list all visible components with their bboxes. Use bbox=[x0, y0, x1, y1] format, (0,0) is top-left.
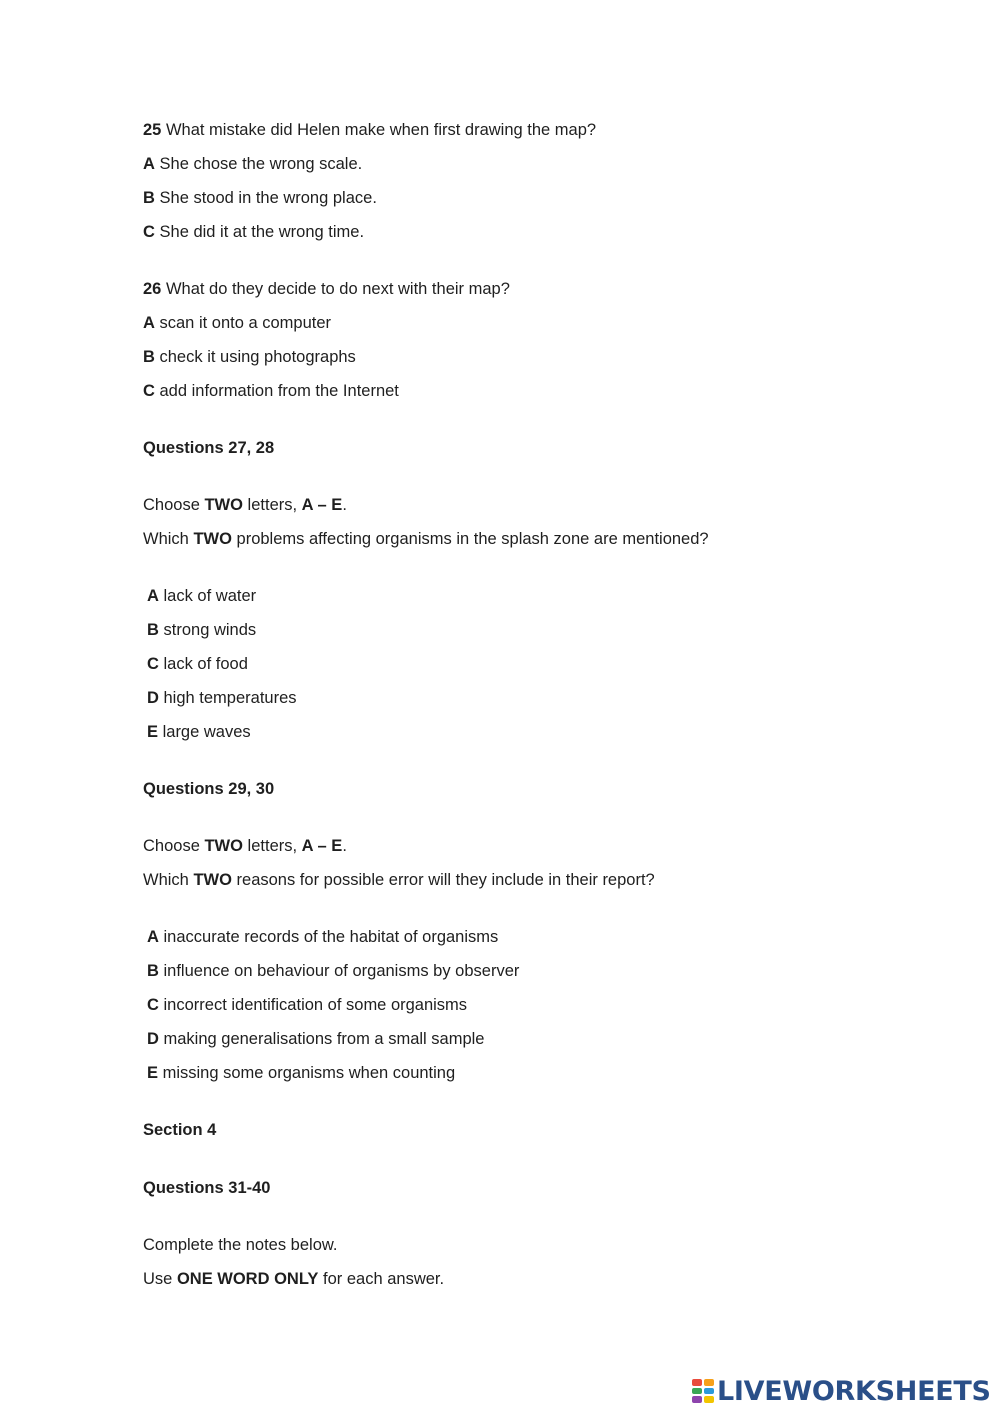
option-text: incorrect identification of some organisms bbox=[158, 996, 468, 1014]
text: for each answer. bbox=[318, 1270, 445, 1288]
text-bold: TWO bbox=[204, 837, 243, 855]
q27-28-choose-instruction bbox=[143, 495, 347, 515]
heading-text: Questions 27, 28 bbox=[143, 439, 275, 457]
q25-text: What mistake did Helen make when first drawing the map? bbox=[161, 121, 597, 139]
mark-square bbox=[704, 1379, 714, 1386]
option-text: lack of water bbox=[158, 587, 257, 605]
option-letter: A bbox=[143, 155, 155, 173]
q29-30-heading bbox=[143, 779, 274, 799]
option-text: lack of food bbox=[158, 655, 248, 673]
q29-30-option-e bbox=[147, 1063, 455, 1083]
text-bold: TWO bbox=[193, 871, 232, 889]
text-bold: TWO bbox=[193, 530, 232, 548]
option-letter: A bbox=[147, 587, 159, 605]
option-text: She did it at the wrong time. bbox=[154, 223, 365, 241]
q27-28-question bbox=[143, 529, 709, 549]
mark-square bbox=[692, 1388, 702, 1395]
option-text: inaccurate records of the habitat of organisms bbox=[158, 928, 499, 946]
option-text: strong winds bbox=[158, 621, 257, 639]
q27-28-option-c bbox=[147, 654, 248, 674]
text: Use bbox=[143, 1270, 177, 1288]
q29-30-option-b bbox=[147, 961, 519, 981]
q25-question bbox=[143, 120, 596, 140]
option-letter: C bbox=[143, 223, 155, 241]
option-letter: B bbox=[147, 621, 159, 639]
text: Which bbox=[143, 871, 194, 889]
q27-28-option-a bbox=[147, 586, 256, 606]
q25-option-b bbox=[143, 188, 377, 208]
text: Choose bbox=[143, 837, 205, 855]
q29-30-choose-instruction bbox=[143, 836, 347, 856]
text: Which bbox=[143, 530, 194, 548]
q26-text: What do they decide to do next with their map? bbox=[161, 280, 510, 298]
option-letter: C bbox=[147, 996, 159, 1014]
mark-square bbox=[704, 1388, 714, 1395]
option-letter: C bbox=[147, 655, 159, 673]
option-text: high temperatures bbox=[158, 689, 297, 707]
heading-text: Questions 29, 30 bbox=[143, 780, 275, 798]
option-text: add information from the Internet bbox=[154, 382, 399, 400]
option-letter: D bbox=[147, 1030, 159, 1048]
liveworksheets-mark-icon bbox=[692, 1379, 714, 1403]
option-text: making generalisations from a small sample bbox=[158, 1030, 485, 1048]
text-bold: A – E bbox=[301, 496, 343, 514]
text-bold: A – E bbox=[301, 837, 343, 855]
liveworksheets-logo bbox=[692, 1374, 991, 1408]
mark-square bbox=[704, 1396, 714, 1403]
text-bold: ONE WORD ONLY bbox=[176, 1270, 319, 1288]
option-letter: B bbox=[147, 962, 159, 980]
mark-square bbox=[692, 1396, 702, 1403]
q26-option-b bbox=[143, 347, 356, 367]
q26-option-c bbox=[143, 381, 399, 401]
text: reasons for possible error will they include in their report? bbox=[231, 871, 655, 889]
option-text: She chose the wrong scale. bbox=[154, 155, 363, 173]
text-bold: TWO bbox=[204, 496, 243, 514]
notes-instruction: Complete the notes below. bbox=[143, 1236, 338, 1254]
text: letters, bbox=[242, 837, 302, 855]
q27-28-option-b bbox=[147, 620, 256, 640]
q25-number: 25 bbox=[143, 121, 162, 139]
text: . bbox=[342, 496, 347, 514]
text: Choose bbox=[143, 496, 205, 514]
option-letter: A bbox=[147, 928, 159, 946]
liveworksheets-wordmark: LIVEWORKSHEETS bbox=[717, 1375, 991, 1407]
option-letter: C bbox=[143, 382, 155, 400]
option-letter: E bbox=[147, 1064, 159, 1082]
q31-40-heading bbox=[143, 1178, 270, 1198]
q26-option-a bbox=[143, 313, 331, 333]
option-letter: B bbox=[143, 348, 155, 366]
text: letters, bbox=[242, 496, 302, 514]
option-letter: D bbox=[147, 689, 159, 707]
q29-30-question bbox=[143, 870, 655, 890]
mark-square bbox=[692, 1379, 702, 1386]
q29-30-option-c bbox=[147, 995, 467, 1015]
option-letter: E bbox=[147, 723, 159, 741]
option-letter: A bbox=[143, 314, 155, 332]
q27-28-heading bbox=[143, 438, 274, 458]
text: problems affecting organisms in the splash zone are mentioned? bbox=[231, 530, 709, 548]
option-text: missing some organisms when counting bbox=[158, 1064, 456, 1082]
option-letter: B bbox=[143, 189, 155, 207]
q27-28-option-e bbox=[147, 722, 251, 742]
q29-30-option-a bbox=[147, 927, 498, 947]
section-4-title bbox=[143, 1120, 216, 1140]
word-limit-instruction bbox=[143, 1269, 444, 1289]
q26-question bbox=[143, 279, 510, 299]
option-text: She stood in the wrong place. bbox=[154, 189, 377, 207]
option-text: large waves bbox=[158, 723, 251, 741]
q26-number: 26 bbox=[143, 280, 162, 298]
q29-30-option-d bbox=[147, 1029, 484, 1049]
heading-text: Section 4 bbox=[143, 1121, 217, 1139]
text: . bbox=[342, 837, 347, 855]
option-text: check it using photographs bbox=[154, 348, 356, 366]
option-text: influence on behaviour of organisms by observer bbox=[158, 962, 520, 980]
option-text: scan it onto a computer bbox=[154, 314, 332, 332]
q25-option-c bbox=[143, 222, 364, 242]
q27-28-option-d bbox=[147, 688, 297, 708]
heading-text: Questions 31-40 bbox=[143, 1179, 271, 1197]
q25-option-a bbox=[143, 154, 362, 174]
